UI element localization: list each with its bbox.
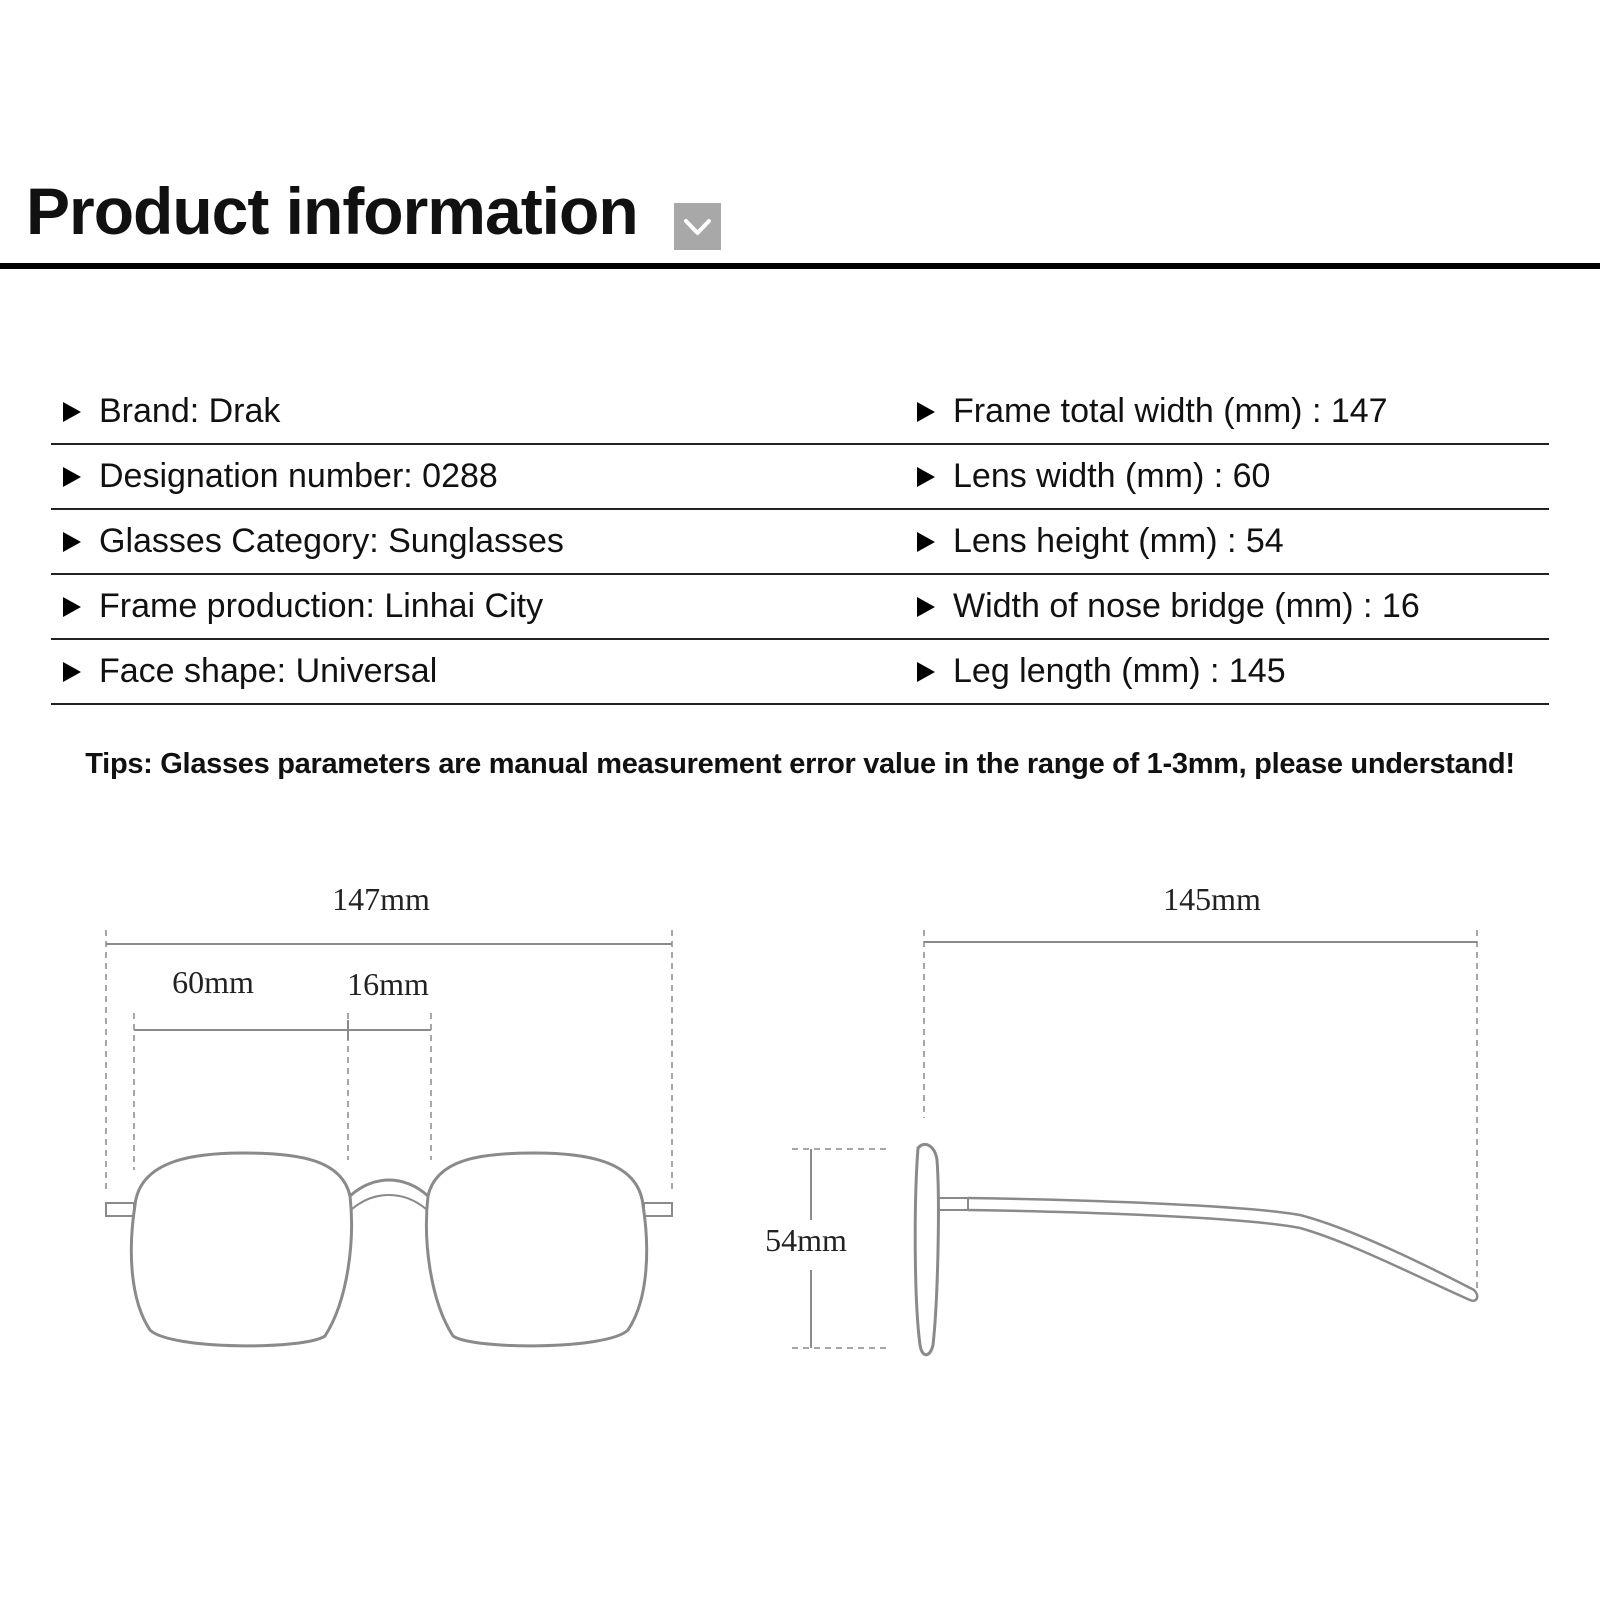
- spec-text: Face shape: Universal: [99, 652, 438, 690]
- side-labels: [765, 881, 1261, 1258]
- spec-row: [51, 575, 1549, 640]
- spec-text: Glasses Category: Sunglasses: [99, 522, 564, 560]
- collapse-toggle-button[interactable]: [674, 203, 721, 250]
- spec-item: [63, 523, 564, 559]
- spec-text: Brand: Drak: [99, 392, 281, 430]
- tips-note: Tips: Glasses parameters are manual measurement error value in the range of 1-3mm, please understand!: [85, 748, 1515, 780]
- spec-row: [51, 510, 1549, 575]
- spec-item: [63, 588, 543, 624]
- spec-text: Width of nose bridge (mm) : 16: [953, 587, 1420, 625]
- spec-item: [917, 523, 1284, 559]
- spec-item: [917, 653, 1286, 689]
- spec-text: Frame total width (mm) : 147: [953, 392, 1388, 430]
- spec-text: Designation number: 0288: [99, 457, 498, 495]
- spec-row: [51, 445, 1549, 510]
- triangle-right-icon: [917, 662, 935, 682]
- page-title: Product information: [26, 174, 638, 248]
- lens-width-label: 60mm: [172, 964, 254, 1000]
- temple-arm: [968, 1198, 1477, 1301]
- front-labels: [172, 881, 430, 1002]
- lens-height-label: 54mm: [765, 1222, 847, 1258]
- triangle-right-icon: [63, 402, 81, 422]
- side-view: [792, 930, 1477, 1355]
- triangle-right-icon: [63, 597, 81, 617]
- side-hinge: [937, 1198, 968, 1210]
- title-divider: [0, 263, 1600, 269]
- right-lens: [426, 1153, 646, 1346]
- triangle-right-icon: [917, 532, 935, 552]
- spec-item: [63, 393, 280, 429]
- nose-bridge: [352, 1195, 426, 1209]
- leg-length-label: 145mm: [1163, 881, 1261, 917]
- left-hinge: [106, 1203, 134, 1216]
- chevron-down-icon: [674, 203, 721, 250]
- spec-item: [917, 458, 1270, 494]
- spec-text: Lens width (mm) : 60: [953, 457, 1271, 495]
- spec-item: [917, 588, 1420, 624]
- nose-bridge: [350, 1180, 428, 1196]
- triangle-right-icon: [63, 532, 81, 552]
- triangle-right-icon: [63, 662, 81, 682]
- spec-row: [51, 640, 1549, 705]
- glasses-diagram: [0, 860, 1600, 1380]
- spec-table: [51, 380, 1549, 705]
- spec-item: [917, 393, 1388, 429]
- spec-row: [51, 380, 1549, 445]
- spec-text: Leg length (mm) : 145: [953, 652, 1286, 690]
- triangle-right-icon: [917, 597, 935, 617]
- triangle-right-icon: [63, 467, 81, 487]
- triangle-right-icon: [917, 467, 935, 487]
- left-lens: [131, 1153, 351, 1346]
- spec-item: [63, 653, 437, 689]
- frame-side-profile: [915, 1144, 938, 1354]
- triangle-right-icon: [917, 402, 935, 422]
- bridge-width-label: 16mm: [347, 966, 429, 1002]
- total-width-label: 147mm: [332, 881, 430, 917]
- spec-item: [63, 458, 498, 494]
- right-hinge: [644, 1203, 672, 1216]
- spec-text: Frame production: Linhai City: [99, 587, 544, 625]
- spec-text: Lens height (mm) : 54: [953, 522, 1284, 560]
